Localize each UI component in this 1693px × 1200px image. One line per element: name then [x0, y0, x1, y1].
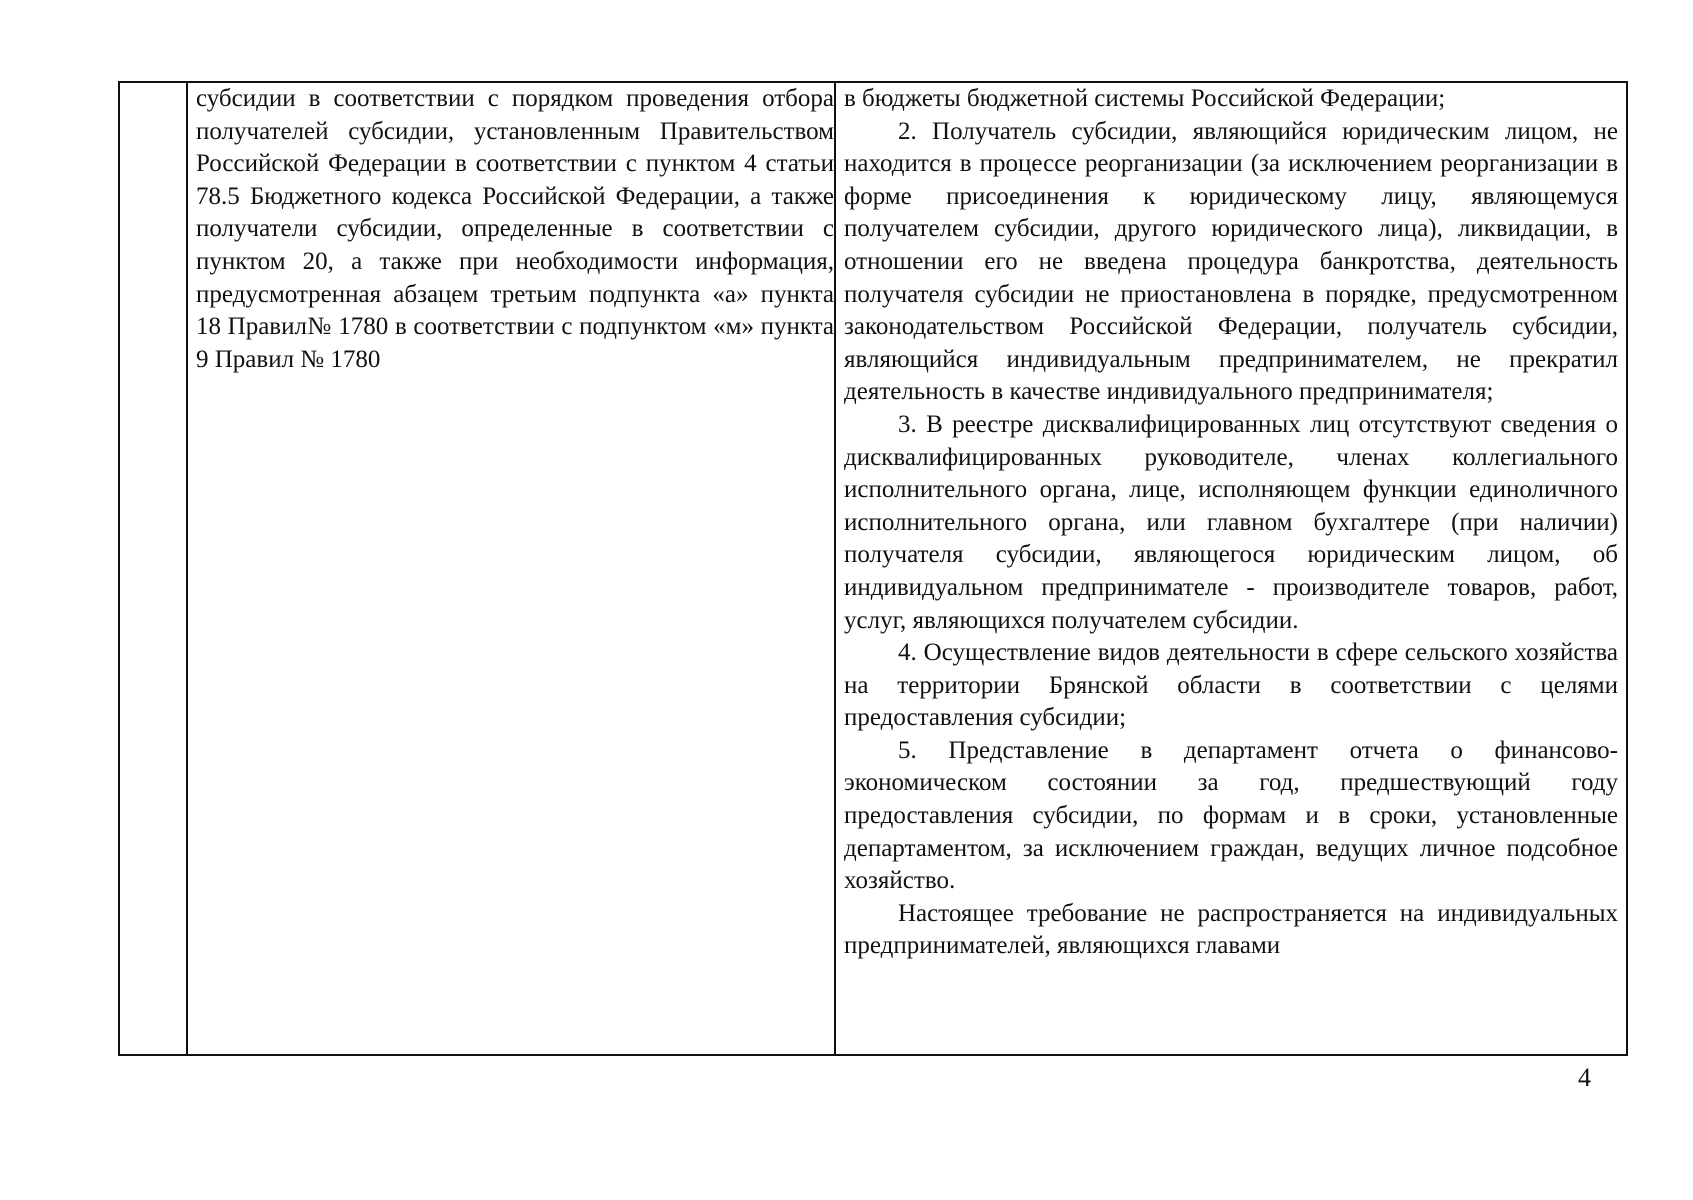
requirement-item-2: 2. Получатель субсидии, являющийся юридическим лицом, не находится в процессе реорганизации (за исключением реорганизации в форме присоединения к юридическому лицу, являющемуся получателем субсидии, другого юридического лица), ликвидации, в отношении его не введена процедура банкротства, деятельность получателя субсидии не приостановлена в порядке, предусмотренном законодательством Российской Федерации, получатель субсидии, являющийся индивидуальным предпринимателем, не прекратил деятельность в качестве индивидуального предпринимателя;	[844, 117, 1618, 406]
table-column-criteria	[188, 83, 836, 1054]
requirement-note: Настоящее требование не распространяется на индивидуальных предпринимателей, являющихся главами	[844, 899, 1618, 960]
table-column-requirements	[836, 83, 1626, 1054]
page-number: 4	[1578, 1063, 1591, 1092]
requirements-table	[118, 81, 1628, 1056]
requirement-item-4: 4. Осуществление видов деятельности в сфере сельского хозяйства на территории Брянской области в соответствии с целями предоставления субсидии;	[844, 639, 1618, 732]
requirement-continuation: в бюджеты бюджетной системы Российской Федерации;	[844, 85, 1446, 112]
criteria-text: субсидии в соответствии с порядком проведения отбора получателей субсидии, установленным Правительством Российской Федерации в соответствии с пунктом 4 статьи 78.5 Бюджетного кодекса Российской Федерации, а также получатели субсидии, определенные в соответствии с пунктом 20, а также при необходимости информация, предусмотренная абзацем третьим подпункта «а» пункта 18 Правил№ 1780 в соответствии с подпунктом «м» пункта 9 Правил № 1780	[196, 85, 834, 373]
requirement-item-3: 3. В реестре дисквалифицированных лиц отсутствуют сведения о дисквалифицированных руководителе, членах коллегиального исполнительного органа, лице, исполняющем функции единоличного исполнительного органа, или главном бухгалтере (при наличии) получателя субсидии, являющегося юридическим лицом, об индивидуальном предпринимателе - производителе товаров, работ, услуг, являющихся получателем субсидии.	[844, 410, 1618, 634]
table-column-number	[120, 83, 188, 1054]
requirement-item-5: 5. Представление в департамент отчета о финансово-экономическом состоянии за год, предшествующий году предоставления субсидии, по формам и в сроки, установленные департаментом, за исключением граждан, ведущих личное подсобное хозяйство.	[844, 736, 1618, 895]
